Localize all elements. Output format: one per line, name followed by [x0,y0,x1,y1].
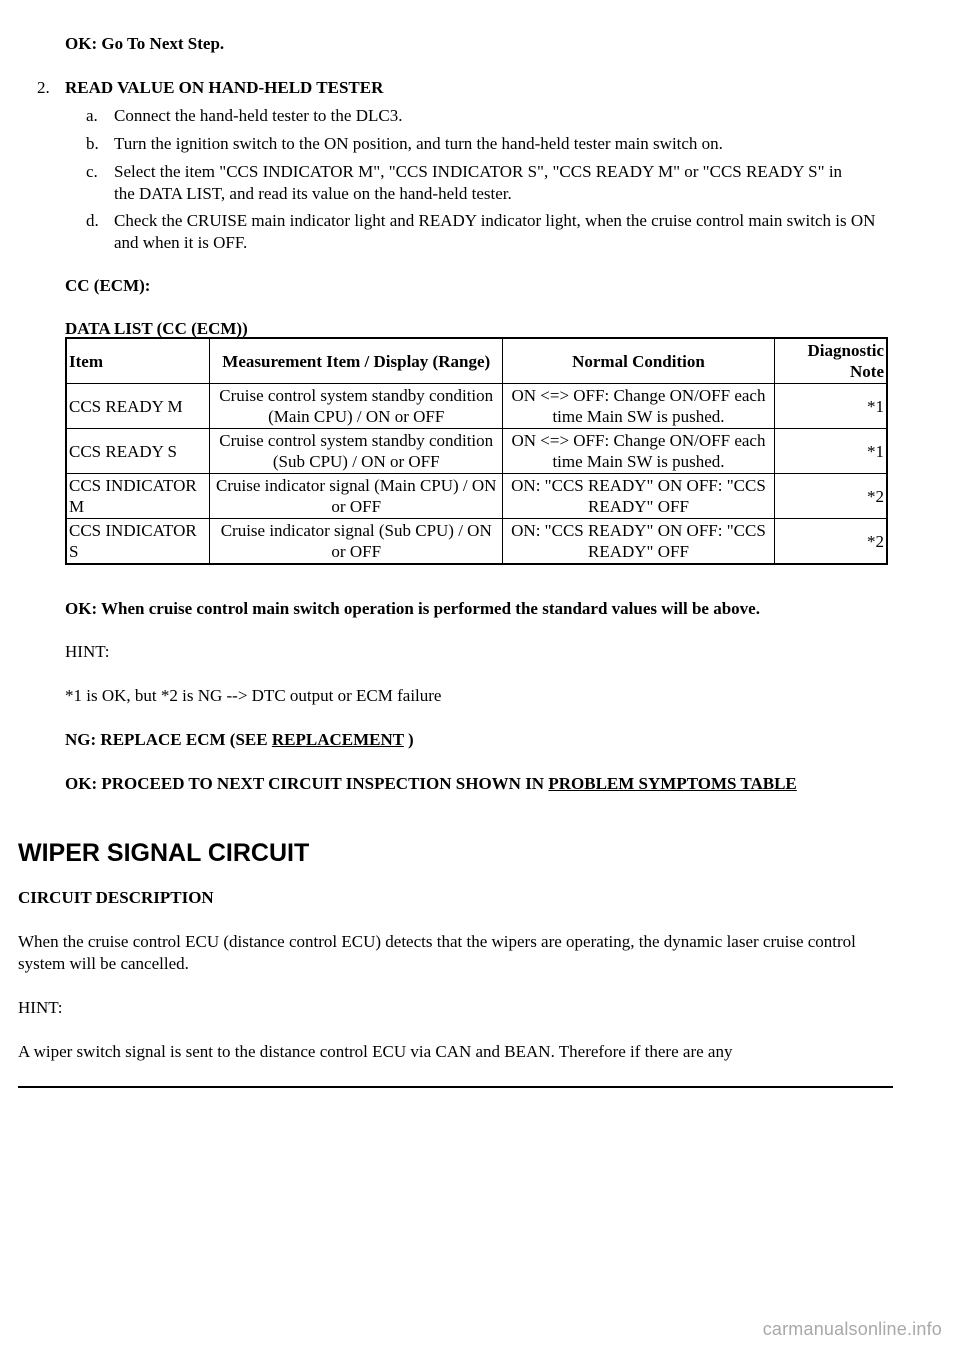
cell-normal-condition: ON <=> OFF: Change ON/OFF each time Main SW is pushed. [503,429,774,474]
substep-marker: d. [86,211,99,230]
substep-d [86,210,886,254]
step-number: 2. [37,78,50,97]
hint-label: HINT: [65,642,110,661]
cell-measurement: Cruise control system standby condition (Main CPU) / ON or OFF [210,384,503,429]
substep-marker: c. [86,162,98,181]
cell-normal-condition: ON: "CCS READY" ON OFF: "CCS READY" OFF [503,474,774,519]
table-row [66,519,887,565]
ok-proceed [65,773,845,795]
replacement-link[interactable]: REPLACEMENT [271,730,404,749]
section-title: WIPER SIGNAL CIRCUIT [18,839,310,867]
step-title: READ VALUE ON HAND-HELD TESTER [65,78,384,97]
substep-a [86,105,886,127]
ok-proceed-prefix: OK: PROCEED TO NEXT CIRCUIT INSPECTION SHOWN IN [65,774,549,793]
table-header-row [66,338,887,384]
cell-item: CCS INDICATOR M [66,474,210,519]
header-normal-condition: Normal Condition [503,338,774,384]
hint-label-2: HINT: [18,998,63,1017]
cell-diagnostic-note: *2 [774,474,887,519]
hint-text-2: A wiper switch signal is sent to the distance control ECU via CAN and BEAN. Therefore if there are any [18,1042,733,1061]
watermark: carmanualsonline.info [762,1319,942,1339]
cell-item: CCS INDICATOR S [66,519,210,565]
cell-diagnostic-note: *1 [774,384,887,429]
cell-normal-condition: ON: "CCS READY" ON OFF: "CCS READY" OFF [503,519,774,565]
table-row [66,429,887,474]
circuit-description-text: When the cruise control ECU (distance control ECU) detects that the wipers are operating, the dynamic laser cruise control system will be cancelled. [18,932,856,973]
hint-text: *1 is OK, but *2 is NG --> DTC output or ECM failure [65,686,442,705]
substep-text: Check the CRUISE main indicator light and READY indicator light, when the cruise control main switch is ON and when it is OFF. [114,211,876,252]
data-list-title: DATA LIST (CC (ECM)) [65,319,248,338]
header-item: Item [66,338,210,384]
substep-b [86,133,886,155]
ok-standard-values: OK: When cruise control main switch operation is performed the standard values will be above. [65,599,760,618]
table-row [66,384,887,429]
cell-diagnostic-note: *1 [774,429,887,474]
problem-symptoms-table-link[interactable]: PROBLEM SYMPTOMS TABLE [548,774,797,793]
data-list-table [65,337,888,565]
cell-diagnostic-note: *2 [774,519,887,565]
cell-item: CCS READY S [66,429,210,474]
ng-prefix: NG: REPLACE ECM (SEE [65,730,272,749]
substep-text: Connect the hand-held tester to the DLC3. [114,106,403,125]
cell-measurement: Cruise indicator signal (Sub CPU) / ON or OFF [210,519,503,565]
ok-next-step: OK: Go To Next Step. [65,34,225,53]
cell-measurement: Cruise indicator signal (Main CPU) / ON or OFF [210,474,503,519]
cell-measurement: Cruise control system standby condition (Sub CPU) / ON or OFF [210,429,503,474]
cell-item: CCS READY M [66,384,210,429]
substep-text: Select the item "CCS INDICATOR M", "CCS INDICATOR S", "CCS READY M" or "CCS READY S" in the DATA LIST, and read its value on the hand-held tester. [114,162,843,203]
substep-c [86,161,866,205]
substep-marker: a. [86,106,98,125]
cell-normal-condition: ON <=> OFF: Change ON/OFF each time Main SW is pushed. [503,384,774,429]
ng-suffix: ) [403,730,414,749]
page-divider [18,1086,893,1088]
ng-replace-ecm [65,729,414,751]
table-row [66,474,887,519]
circuit-description-heading: CIRCUIT DESCRIPTION [18,888,214,907]
substep-marker: b. [86,134,99,153]
header-measurement: Measurement Item / Display (Range) [210,338,503,384]
cc-ecm-label: CC (ECM): [65,276,151,295]
substep-text: Turn the ignition switch to the ON position, and turn the hand-held tester main switch on. [114,134,723,153]
header-diagnostic-note: Diagnostic Note [774,338,887,384]
